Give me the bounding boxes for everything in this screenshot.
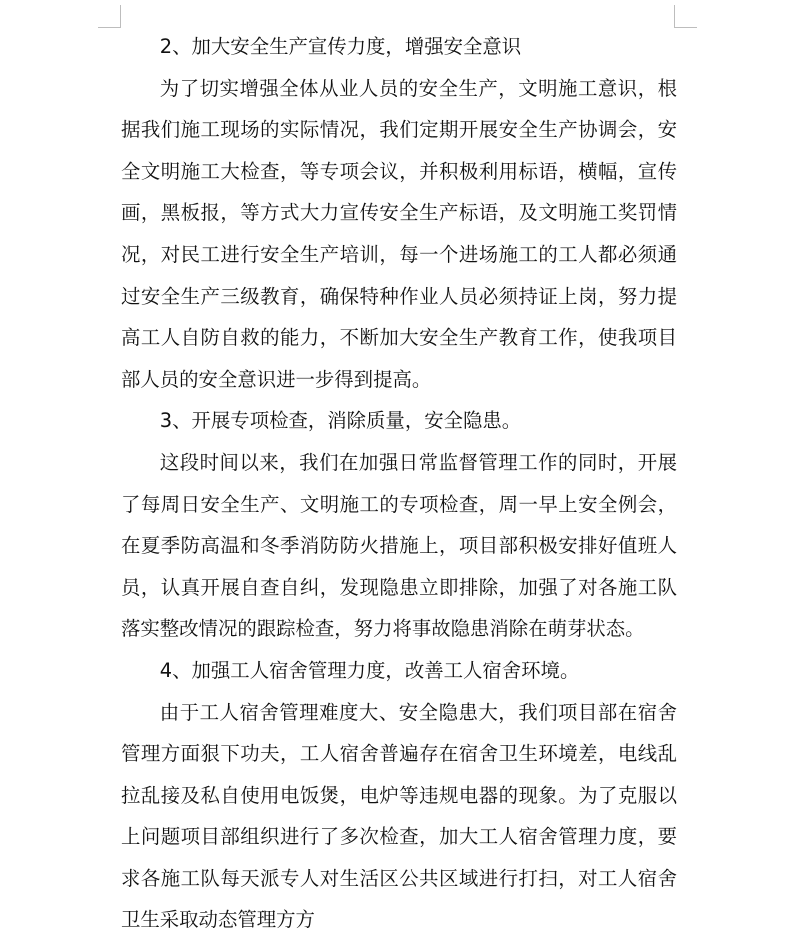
document-body	[121, 26, 677, 941]
page-corner-mark-top-right	[674, 5, 697, 28]
page-corner-mark-top-left	[98, 5, 121, 28]
section-heading: 3、开展专项检查，消除质量，安全隐患。	[121, 400, 677, 442]
section-heading: 2、加大安全生产宣传力度，增强安全意识	[121, 26, 677, 68]
body-paragraph: 为了切实增强全体从业人员的安全生产，文明施工意识，根据我们施工现场的实际情况，我们定期开展安全生产协调会，安全文明施工大检查，等专项会议，并积极利用标语，横幅，宣传画，黑板报，等方式大力宣传安全生产标语，及文明施工奖罚情况，对民工进行安全生产培训，每一个进场施工的工人都必须通过安全生产三级教育，确保特种作业人员必须持证上岗，努力提高工人自防自救的能力，不断加大安全生产教育工作，使我项目部人员的安全意识进一步得到提高。	[121, 68, 677, 401]
body-paragraph: 由于工人宿舍管理难度大、安全隐患大，我们项目部在宿舍管理方面狠下功夫，工人宿舍普遍存在宿舍卫生环境差，电线乱拉乱接及私自使用电饭煲，电炉等违规电器的现象。为了克服以上问题项目部组织进行了多次检查，加大工人宿舍管理力度，要求各施工队每天派专人对生活区公共区域进行打扫，对工人宿舍卫生采取动态管理方方	[121, 692, 677, 941]
body-paragraph: 这段时间以来，我们在加强日常监督管理工作的同时，开展了每周日安全生产、文明施工的专项检查，周一早上安全例会，在夏季防高温和冬季消防防火措施上，项目部积极安排好值班人员，认真开展自查自纠，发现隐患立即排除，加强了对各施工队落实整改情况的跟踪检查，努力将事故隐患消除在萌芽状态。	[121, 442, 677, 650]
section-heading: 4、加强工人宿舍管理力度，改善工人宿舍环境。	[121, 650, 677, 692]
